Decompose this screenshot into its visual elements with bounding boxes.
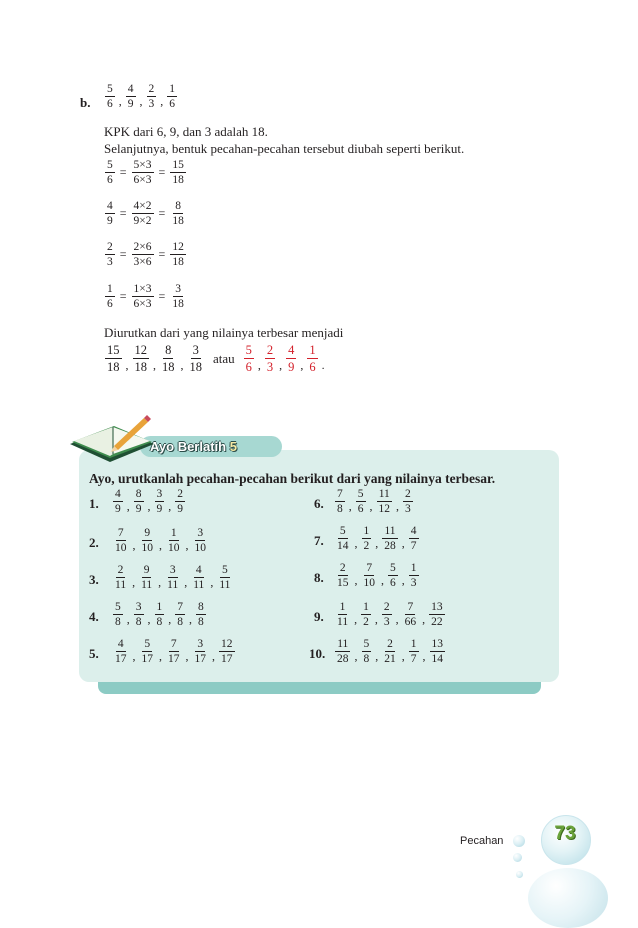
conversion-row: $\frac{2}{3}$ = $\frac{2\times 6}{3\times 6}$ = $\frac{12}{18}$ xyxy=(107,241,184,268)
bubble-decoration xyxy=(516,871,523,878)
list-item: 7 10 , 9 10 , 1 10 , 3 10 xyxy=(115,527,206,554)
part-label: b. xyxy=(80,95,91,110)
item-number: 1. xyxy=(89,496,99,511)
item-number: 9. xyxy=(314,609,324,624)
fraction: 1 6 xyxy=(169,83,175,110)
ordered-text: Diurutkan dari yang nilainya terbesar menjadi xyxy=(104,325,344,340)
item-number: 8. xyxy=(314,570,324,585)
fraction: 2 3 xyxy=(148,83,155,110)
list-item: 4 17 , 5 17 , 7 17 , 3 17 , 12 17 xyxy=(115,638,233,665)
exercise-title: Ayo Berlatih 5 xyxy=(150,439,237,454)
item-number: 6. xyxy=(314,496,324,511)
conversion-row: $\frac{4}{9}$ = $\frac{4\times 2}{9\times 2}$ = $\frac{8}{18}$ xyxy=(107,200,184,227)
bubble-decoration xyxy=(528,868,608,928)
item-number: 5. xyxy=(89,646,99,661)
item-number: 3. xyxy=(89,572,99,587)
list-item: 7 8 , 5 6 , 11 12 , 2 3 xyxy=(337,488,411,515)
list-item: 5 8 , 3 8 , 1 8 , 7 8 , 8 8 xyxy=(115,601,204,628)
atau-text: atau xyxy=(213,351,235,366)
intro-text: Selanjutnya, bentuk pecahan-pecahan tersebut diubah seperti berikut. xyxy=(104,141,465,156)
chapter-name: Pecahan xyxy=(460,835,504,847)
list-item: 5 14 , 1 2 , 11 28 , 4 7 xyxy=(337,525,417,552)
list-item: 4 9 , 8 9 , 3 9 , 2 9 xyxy=(115,488,183,515)
list-item: 2 15 , 7 10 , 5 6 , 1 3 xyxy=(337,562,417,589)
kpk-text: KPK dari 6, 9, dan 3 adalah 18. xyxy=(104,124,268,139)
item-number: 4. xyxy=(89,609,99,624)
exercise-instruction: Ayo, urutkanlah pecahan-pecahan berikut dari yang nilainya terbesar. xyxy=(89,471,496,486)
bubble-decoration xyxy=(513,835,525,847)
item-number: 2. xyxy=(89,535,99,550)
list-item: 2 11 , 9 11 , 3 11 , 4 11 , 5 11 xyxy=(115,564,231,591)
item-number: 7. xyxy=(314,533,324,548)
ordered-result: 15 18 , 12 18 , 8 18 , 3 18 atau 5 6 , 2 3 , 4 9 , 1 6 . xyxy=(107,343,325,374)
item-number: 10. xyxy=(309,646,326,661)
list-item: 11 28 , 5 8 , 2 21 , 1 7 , 13 14 xyxy=(337,638,443,665)
list-item: 1 11 , 1 2 , 2 3 , 7 66 , 13 22 xyxy=(337,601,443,628)
fraction: 5 6 xyxy=(107,83,113,110)
page-number: 73 xyxy=(554,823,576,844)
conversion-row: $\frac{1}{6}$ = $\frac{1\times 3}{6\times 3}$ = $\frac{3}{18}$ xyxy=(107,283,184,310)
given-fractions: 5 6 , 4 9 , 2 3 , 1 6 xyxy=(107,83,175,110)
book-pencil-icon xyxy=(66,414,158,466)
fraction: 4 9 xyxy=(127,83,134,110)
conversion-row: $\frac{5}{6}$ = $\frac{5\times 3}{6\times 3}$ = $\frac{15}{18}$ xyxy=(107,159,184,186)
bubble-decoration xyxy=(513,853,522,862)
